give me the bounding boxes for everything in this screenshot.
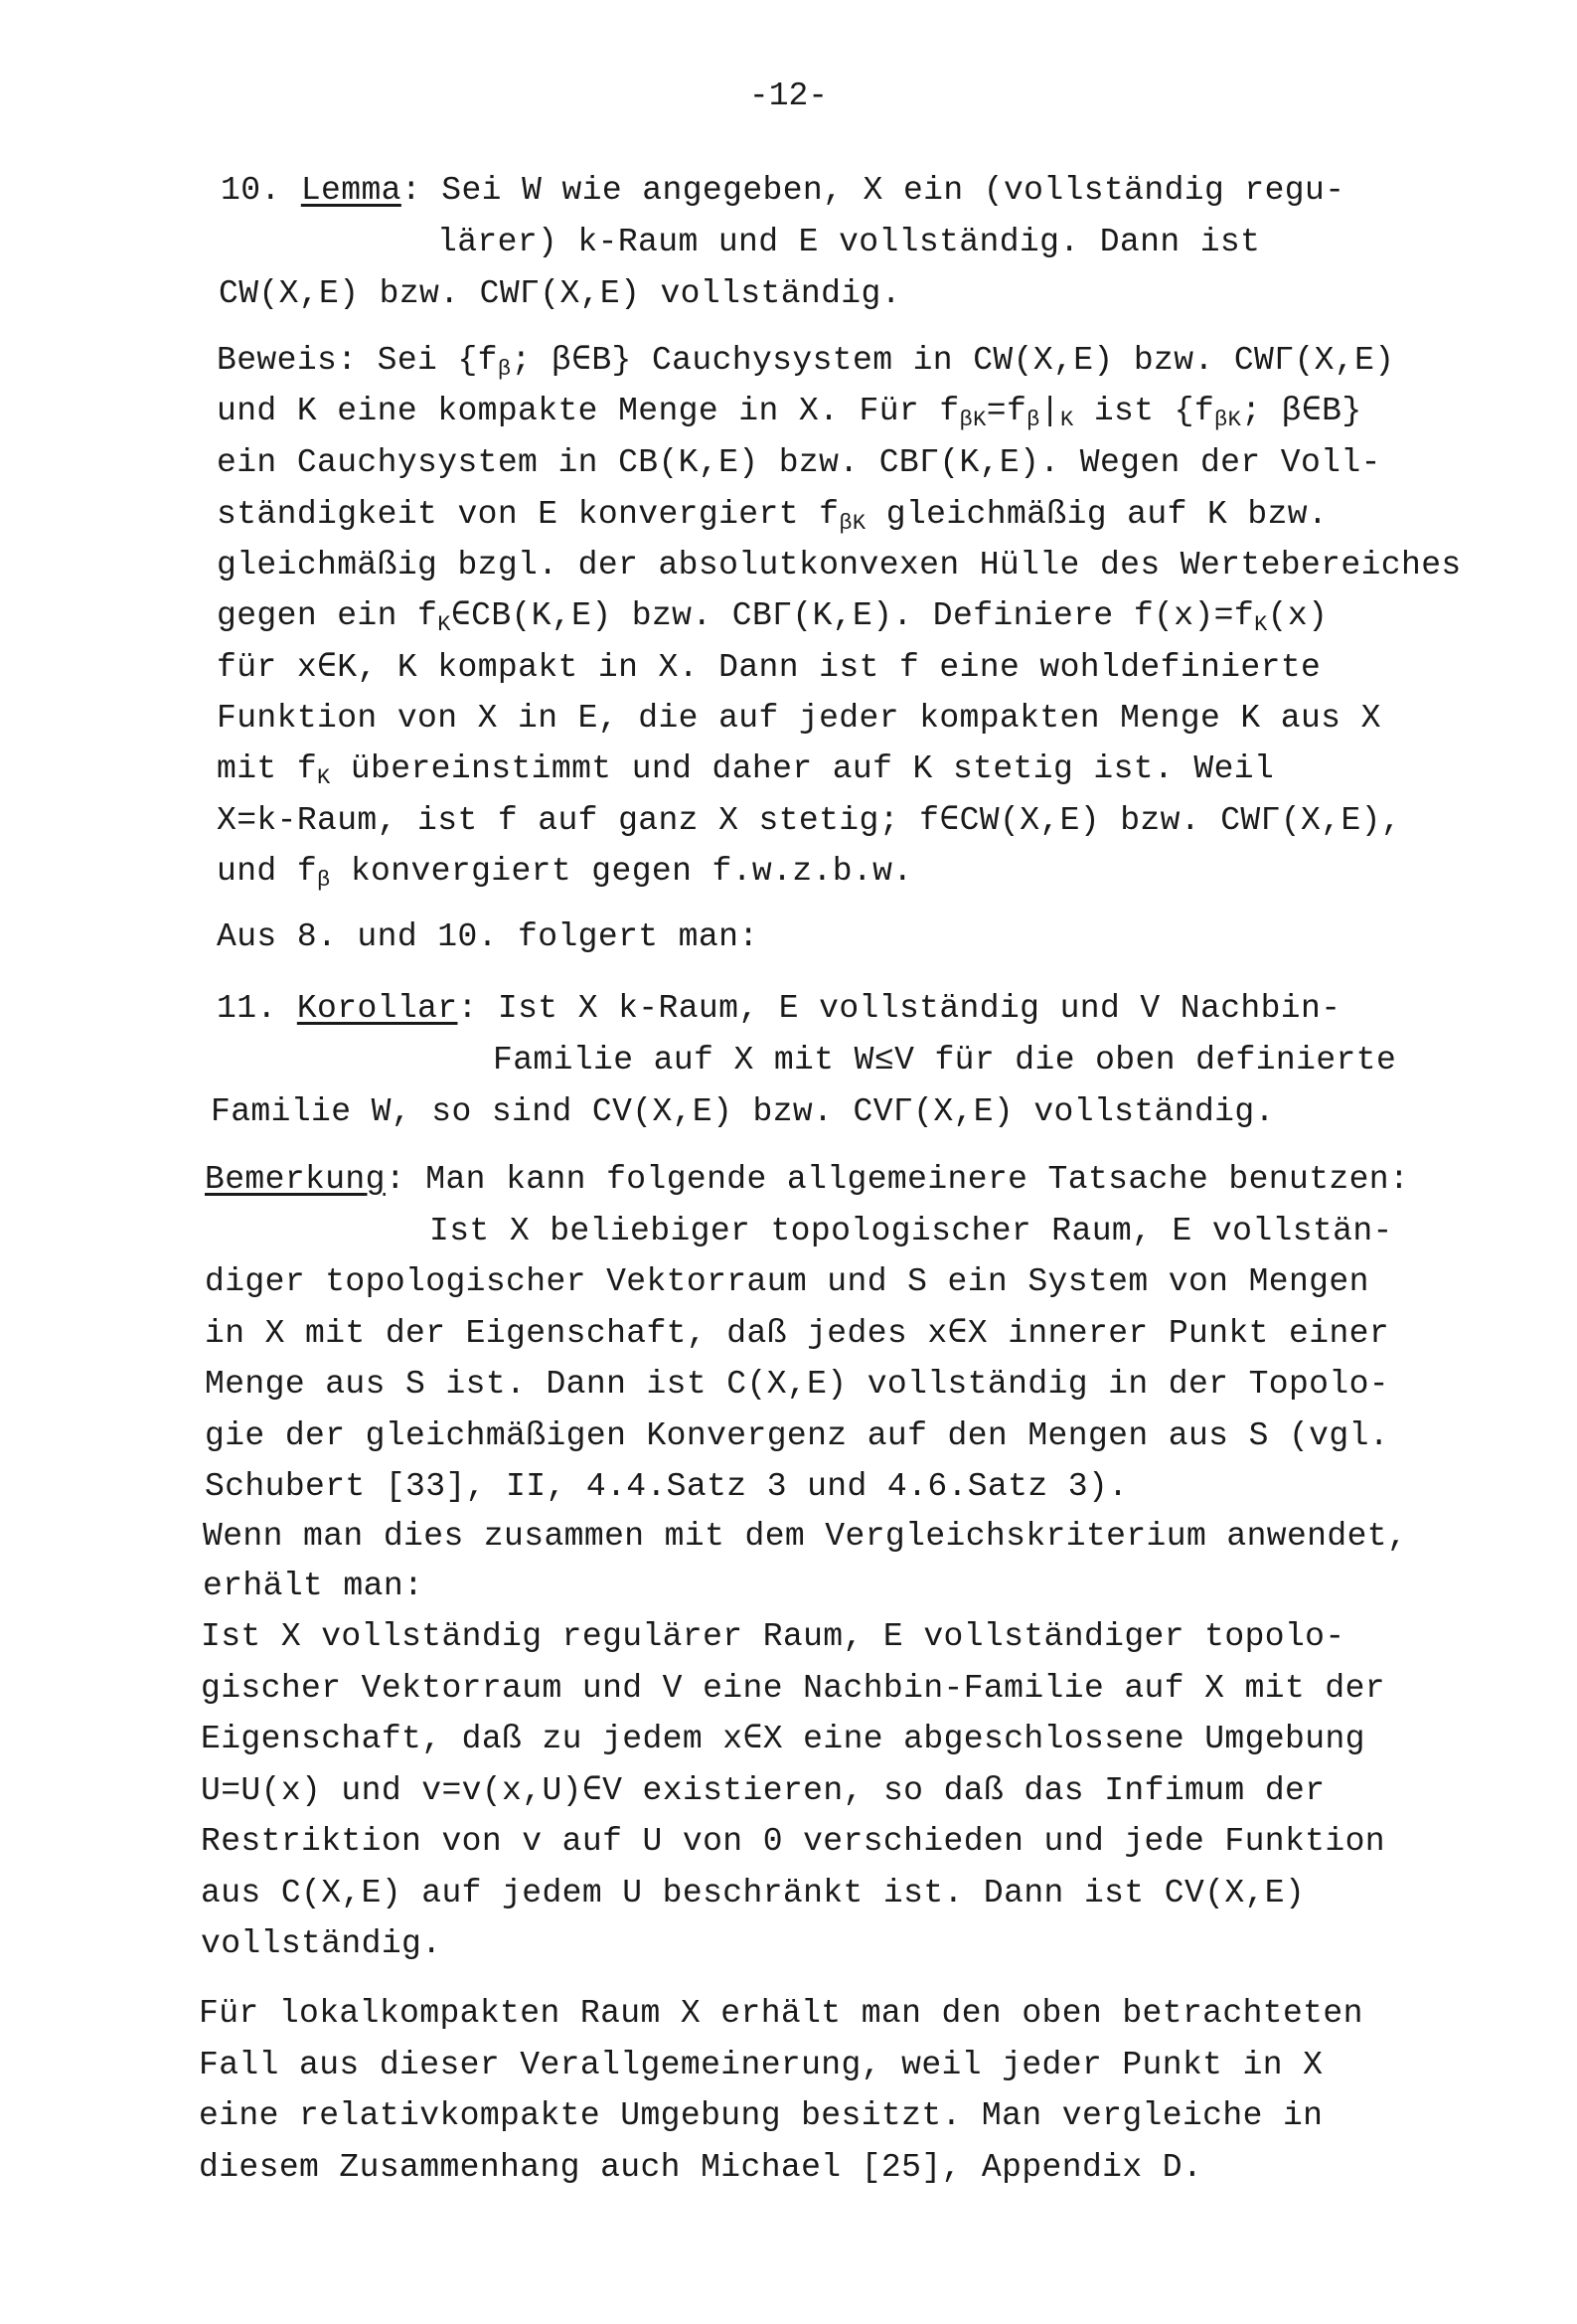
beweis-line-2	[217, 392, 1362, 431]
bemerkung-line-3: diger topologischer Vektorraum und S ein System von Mengen	[205, 1263, 1369, 1300]
aus-line: Aus 8. und 10. folgert man:	[217, 918, 759, 955]
beweis-line-7: für x∈K, K kompakt in X. Dann ist f eine wohldefinierte	[217, 649, 1322, 686]
beweis-text: ist {f	[1073, 393, 1215, 429]
beweis-line-10: X=k-Raum, ist f auf ganz X stetig; f∈CW(X,E) bzw. CWΓ(X,E),	[217, 802, 1402, 839]
subscript-beta: β	[497, 357, 512, 382]
beweis-line-11	[217, 852, 913, 892]
bemerkung-line-14: Restriktion von v auf U von 0 verschieden und jede Funktion	[201, 1823, 1385, 1860]
beweis-text: gegen ein f	[217, 597, 438, 634]
beweis-line-1	[217, 341, 1394, 381]
beweis-text: ; β∈B} Cauchysystem in CW(X,E) bzw. CWΓ(X,E)	[511, 342, 1395, 379]
beweis-text: |	[1039, 393, 1060, 429]
subscript-betaK: βK	[839, 511, 867, 536]
korollar-11-text-1: : Ist X k-Raum, E vollständig und V Nachbin-	[457, 990, 1341, 1027]
beweis-text: mit f	[217, 750, 318, 787]
beweis-line-6	[217, 596, 1328, 636]
beweis-text: und f	[217, 853, 318, 890]
beweis-line-8: Funktion von X in E, die auf jeder kompakten Menge K aus X	[217, 700, 1381, 737]
bemerkung-line-1	[205, 1160, 1409, 1200]
beweis-line-4	[217, 495, 1328, 535]
bemerkung-label: Bemerkung	[205, 1161, 386, 1198]
bemerkung-line-2: Ist X beliebiger topologischer Raum, E vollstän-	[429, 1213, 1393, 1249]
bemerkung-line-12: Eigenschaft, daß zu jedem x∈X eine abgeschlossene Umgebung	[201, 1721, 1365, 1757]
schluss-line-2: Fall aus dieser Verallgemeinerung, weil jeder Punkt in X	[199, 2047, 1324, 2083]
korollar-11-line-2: Familie auf X mit W≤V für die oben definierte	[493, 1042, 1397, 1079]
beweis-text: ständigkeit von E konvergiert f	[217, 496, 840, 533]
beweis-line-5: gleichmäßig bzgl. der absolutkonvexen Hülle des Wertebereiches	[217, 547, 1462, 583]
beweis-text: gleichmäßig auf K bzw.	[866, 496, 1329, 533]
bemerkung-line-10: Ist X vollständig regulärer Raum, E vollständiger topolo-	[201, 1618, 1345, 1655]
korollar-11-number: 11.	[217, 990, 297, 1027]
schluss-line-1: Für lokalkompakten Raum X erhält man den oben betrachteten	[199, 1995, 1363, 2032]
subscript-beta: β	[1026, 408, 1040, 432]
subscript-K: K	[317, 765, 331, 790]
subscript-betaK: βK	[1214, 408, 1242, 432]
subscript-K: K	[1060, 408, 1074, 432]
bemerkung-line-5: Menge aus S ist. Dann ist C(X,E) vollständig in der Topolo-	[205, 1366, 1389, 1403]
schluss-line-4: diesem Zusammenhang auch Michael [25], Appendix D.	[199, 2149, 1203, 2186]
beweis-text: ∈CB(K,E) bzw. CBΓ(K,E). Definiere f(x)=f	[450, 597, 1255, 634]
korollar-11-line-3: Familie W, so sind CV(X,E) bzw. CVΓ(X,E) vollständig.	[211, 1093, 1275, 1130]
bemerkung-line-11: gischer Vektorraum und V eine Nachbin-Familie auf X mit der	[201, 1670, 1385, 1707]
bemerkung-text-1: : Man kann folgende allgemeinere Tatsache benutzen:	[385, 1161, 1410, 1198]
subscript-K: K	[437, 612, 451, 637]
beweis-text: Beweis: Sei {f	[217, 342, 498, 379]
lemma-10-number: 10.	[221, 172, 301, 209]
beweis-text: übereinstimmt und daher auf K stetig ist. Weil	[330, 750, 1275, 787]
bemerkung-line-4: in X mit der Eigenschaft, daß jedes x∈X innerer Punkt einer	[205, 1315, 1390, 1352]
page-number: -12-	[748, 78, 829, 114]
lemma-10-text-1: : Sei W wie angegeben, X ein (vollständig regu-	[400, 172, 1345, 209]
subscript-betaK: βK	[959, 408, 987, 432]
beweis-text: und K eine kompakte Menge in X. Für f	[217, 393, 960, 429]
bemerkung-line-16: vollständig.	[201, 1925, 442, 1962]
subscript-beta: β	[317, 868, 331, 893]
korollar-11-line-1	[217, 989, 1340, 1029]
lemma-10-line-2: lärer) k-Raum und E vollständig. Dann ist	[437, 224, 1261, 260]
bemerkung-line-15: aus C(X,E) auf jedem U beschränkt ist. Dann ist CV(X,E)	[201, 1875, 1306, 1911]
beweis-text: ; β∈B}	[1241, 393, 1362, 429]
bemerkung-line-7: Schubert [33], II, 4.4.Satz 3 und 4.6.Satz 3).	[205, 1468, 1129, 1505]
subscript-K: K	[1254, 612, 1268, 637]
beweis-text: (x)	[1267, 597, 1329, 634]
beweis-text: =f	[986, 393, 1027, 429]
bemerkung-line-9: erhält man:	[203, 1568, 424, 1604]
beweis-line-3: ein Cauchysystem in CB(K,E) bzw. CBΓ(K,E). Wegen der Voll-	[217, 444, 1381, 481]
lemma-10-line-3: CW(X,E) bzw. CWΓ(X,E) vollständig.	[219, 275, 901, 312]
bemerkung-line-13: U=U(x) und v=v(x,U)∈V existieren, so daß das Infimum der	[201, 1772, 1326, 1809]
lemma-10-line-1	[221, 171, 1344, 211]
lemma-10-label: Lemma	[300, 172, 401, 209]
bemerkung-line-6: gie der gleichmäßigen Konvergenz auf den Mengen aus S (vgl.	[205, 1417, 1389, 1454]
bemerkung-line-8: Wenn man dies zusammen mit dem Vergleichskriterium anwendet,	[203, 1518, 1408, 1555]
beweis-line-9	[217, 749, 1274, 789]
schluss-line-3: eine relativkompakte Umgebung besitzt. Man vergleiche in	[199, 2097, 1324, 2134]
beweis-text: konvergiert gegen f.w.z.b.w.	[330, 853, 913, 890]
korollar-11-label: Korollar	[296, 990, 458, 1027]
